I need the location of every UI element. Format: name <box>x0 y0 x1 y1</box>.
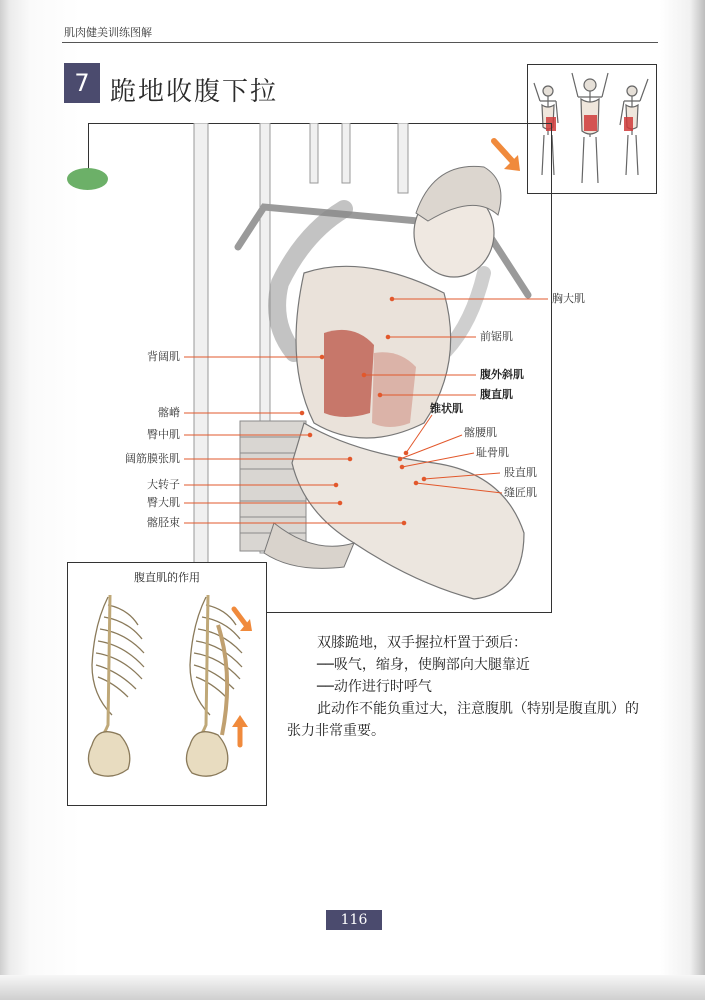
bracket-vertical <box>88 123 89 169</box>
label-rectus-abdominis: 腹直肌 <box>480 388 513 401</box>
label-iliac-crest: 髂嵴 <box>158 406 180 419</box>
exercise-title: 跪地收腹下拉 <box>110 77 279 107</box>
label-rectus-femoris: 股直肌 <box>504 466 537 479</box>
label-external-oblique: 腹外斜肌 <box>480 368 524 381</box>
description-line-3: ──动作进行时呼气 <box>317 679 432 695</box>
label-tensor-fasciae-latae: 阔筋膜张肌 <box>125 452 180 465</box>
label-pectoralis-major: 胸大肌 <box>552 292 585 305</box>
rectus-abdominis-action-inset <box>67 562 267 806</box>
label-iliotibial-tract: 髂胫束 <box>147 516 180 529</box>
label-pyramidalis: 锥状肌 <box>430 402 463 415</box>
description-line-2: ──吸气，缩身，使胸部向大腿靠近 <box>317 657 530 673</box>
description-line-4: 此动作不能负重过大，注意腹肌（特别是腹直肌）的 <box>317 701 639 717</box>
page-bottom-edge <box>0 975 705 1000</box>
exercise-number-badge: 7 <box>64 63 100 103</box>
header-rule <box>62 42 658 43</box>
exercise-description <box>287 632 677 742</box>
inset-title: 腹直肌的作用 <box>134 571 200 584</box>
label-serratus-anterior: 前锯肌 <box>480 330 513 343</box>
skeleton-illustration <box>68 585 266 805</box>
description-line-1: 双膝跪地，双手握拉杆置于颈后： <box>317 635 527 651</box>
running-head: 肌肉健美训练图解 <box>64 26 152 39</box>
label-iliopsoas: 髂腰肌 <box>464 426 497 439</box>
green-marker <box>67 168 108 190</box>
label-pectineus: 耻骨肌 <box>476 446 509 459</box>
bracket-horizontal <box>88 123 184 124</box>
label-greater-trochanter: 大转子 <box>147 478 180 491</box>
label-latissimus: 背阔肌 <box>147 350 180 363</box>
label-gluteus-medius: 臀中肌 <box>147 428 180 441</box>
page-number: 116 <box>326 910 382 930</box>
label-sartorius: 缝匠肌 <box>504 486 537 499</box>
label-gluteus-maximus: 臀大肌 <box>147 496 180 509</box>
description-line-5: 张力非常重要。 <box>287 723 385 739</box>
